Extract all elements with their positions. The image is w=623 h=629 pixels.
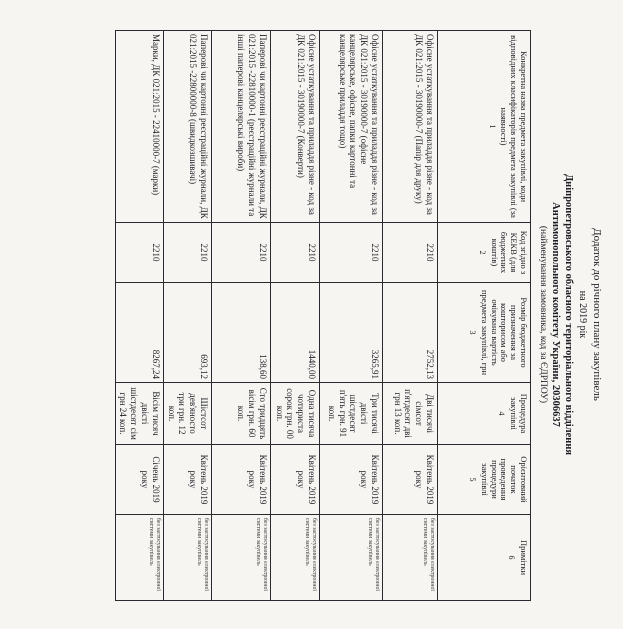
item-name: Офісне устаткування та приладдя різне - код за ДК 021:2015 - 30190000-7 (офісне канцелярське, офісне, папки картонні та канцелярське приладдя тощо) xyxy=(320,31,383,223)
item-name: Офісне устаткування та приладдя різне - код за ДК 021:2015 - 30190000-7 (Конверти) xyxy=(271,31,320,223)
item-name: Паперові чи картонні реєстраційні журнали, ДК 021:2015 -22810000-1 (реєстраційні журнали та інші паперові канцелярські вироби) xyxy=(212,31,271,223)
column-header: Розмір бюджетного призначення за кошторисом або очікувана вартість предмета закупівлі, грн 3 xyxy=(438,283,531,383)
amount-words: Вісім тисяч двісті шістдесят сім грн 24 коп. xyxy=(115,383,163,445)
table-row xyxy=(271,31,320,601)
kekv-code: 2210 xyxy=(163,223,211,283)
kekv-code: 2210 xyxy=(115,223,163,283)
note-cell: без застосування електронної системи закупівель xyxy=(320,515,383,601)
table-row xyxy=(163,31,211,601)
column-header: Процедура закупівлі 4 xyxy=(438,383,531,445)
kekv-code: 2210 xyxy=(383,223,438,283)
note-cell: без застосування електронної системи закупівель xyxy=(115,515,163,601)
column-header: Конкретна назва предмета закупівлі, коди відповідних класифікаторів предмета закупівлі (за наявності) 1 xyxy=(438,31,531,223)
organization-name: Дніпропетровського обласного територіального відділення xyxy=(563,173,574,456)
start-date: Квітень 2019 року xyxy=(163,445,211,515)
item-name: Паперові чи картонні реєстраційні журнали, ДК 021:2015 -22800000-8 (швидкозшивачі) xyxy=(163,31,211,223)
table-row xyxy=(320,31,383,601)
start-date: Квітень 2019 року xyxy=(383,445,438,515)
procurement-table xyxy=(115,30,531,601)
amount-cell: 3265,91 xyxy=(320,283,383,383)
amount-words: Одна тисяча чотириста сорок грн. 00 коп. xyxy=(271,383,320,445)
document-year: на 2019 рік xyxy=(577,290,588,339)
column-header: Примітки 6 xyxy=(438,515,531,601)
start-date: Квітень 2019 року xyxy=(320,445,383,515)
amount-cell: 2752,13 xyxy=(383,283,438,383)
kekv-code: 2210 xyxy=(271,223,320,283)
column-header: Орієнтовний початок проведення процедури закупівлі 5 xyxy=(438,445,531,515)
amount-words: Три тисячі двісті шістдесят п'ять грн. 91 коп. xyxy=(320,383,383,445)
amount-words: Сто тридцять вісім грн. 60 коп. xyxy=(212,383,271,445)
note-cell: без застосування електронної системи закупівель xyxy=(163,515,211,601)
note-cell: без застосування електронної системи закупівель xyxy=(383,515,438,601)
organization-caption: (найменування замовника, код за ЄДРПОУ) xyxy=(538,225,548,404)
start-date: Січень 2019 року xyxy=(115,445,163,515)
amount-cell: 693,12 xyxy=(163,283,211,383)
document-title: Додаток до річного плану закупівель xyxy=(591,228,603,401)
amount-cell: 8267,24 xyxy=(115,283,163,383)
note-cell: без застосування електронної системи закупівель xyxy=(271,515,320,601)
column-header: Код згідно з КЕКВ (для бюджетних коштів) 2 xyxy=(438,223,531,283)
table-row xyxy=(115,31,163,601)
note-cell: без застосування електронної системи закупівель xyxy=(212,515,271,601)
kekv-code: 2210 xyxy=(320,223,383,283)
table-row xyxy=(383,31,438,601)
start-date: Квітень 2019 року xyxy=(271,445,320,515)
amount-cell: 138,60 xyxy=(212,283,271,383)
organization-name-line2: Антимонопольного комітету України, 20306637 xyxy=(550,202,561,427)
start-date: Квітень 2019 року xyxy=(212,445,271,515)
table-header-row xyxy=(438,31,531,601)
item-name: Марки, ДК 021:2015 - 22410000-7 (марки) xyxy=(115,31,163,223)
item-name: Офісне устаткування та приладдя різне - код за ДК 021:2015 - 30190000-7 (Папір для друку) xyxy=(383,31,438,223)
amount-cell: 1440,00 xyxy=(271,283,320,383)
kekv-code: 2210 xyxy=(212,223,271,283)
amount-words: Шістсот дев'яносто три грн. 12 коп. xyxy=(163,383,211,445)
amount-words: Дві тисячі сімсот п'ятдесят дві грн 13 коп. xyxy=(383,383,438,445)
table-row xyxy=(212,31,271,601)
